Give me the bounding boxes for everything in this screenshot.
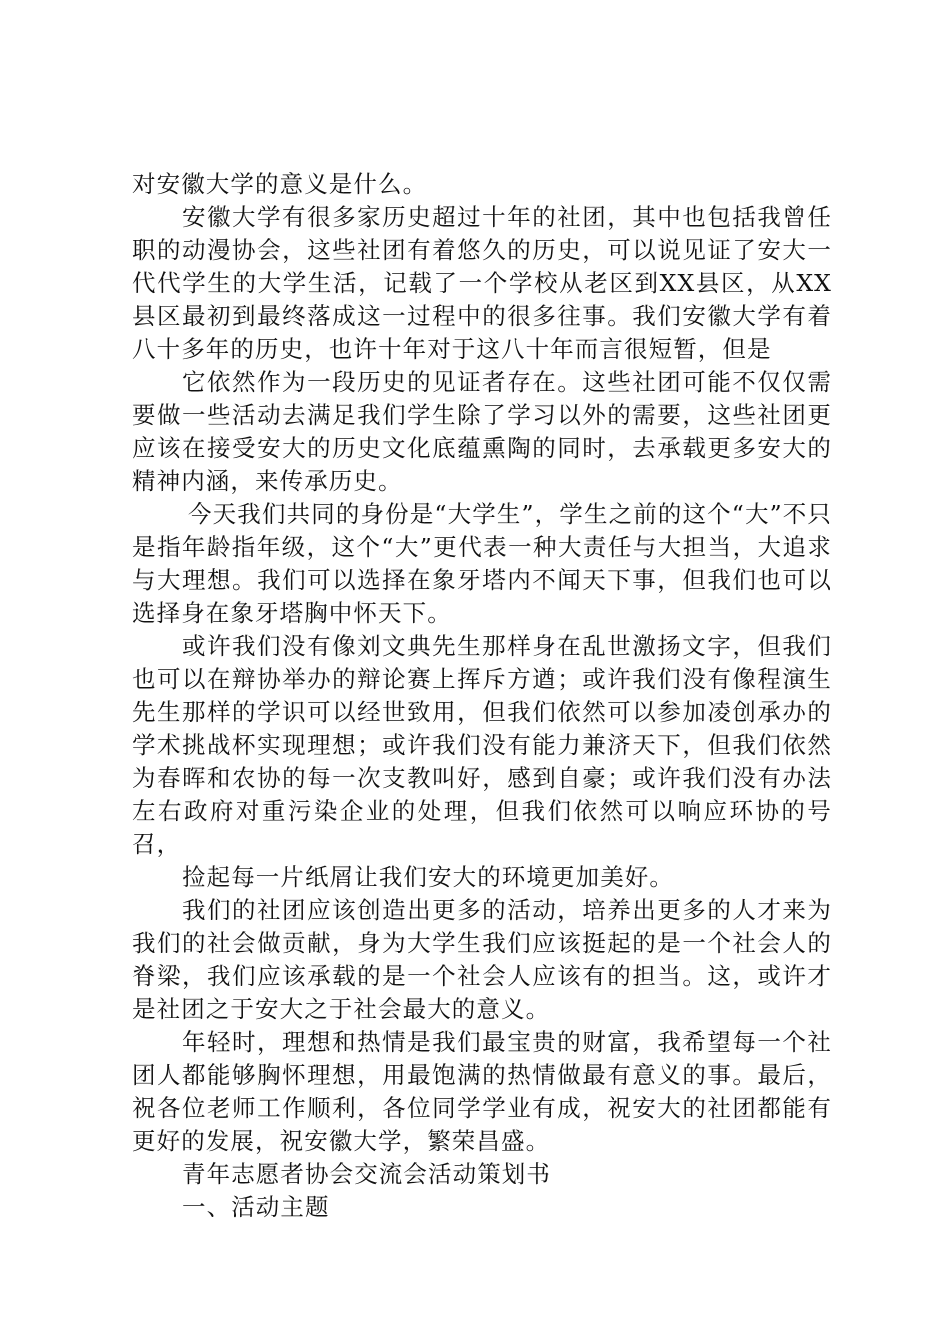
paragraph-historical-witness: 它依然作为一段历史的见证者存在。这些社团可能不仅仅需要做一些活动去满足我们学生除了学习以外的需要，这些社团更应该在接受安大的历史文化底蕴熏陶的同时，去承载更多安大的精神内涵，来传承历史。 (132, 368, 832, 495)
paragraph-club-activities: 我们的社团应该创造出更多的活动，培养出更多的人才来为我们的社会做贡献，身为大学生我们应该挺起的是一个社会人的脊梁，我们应该承载的是一个社会人应该有的担当。这，或许才是社团之于安大之于社会最大的意义。 (132, 896, 832, 1023)
paragraph-pick-up-litter: 捡起每一片纸屑让我们安大的环境更加美好。 (182, 863, 674, 891)
paragraph-closing-wishes: 年轻时，理想和热情是我们最宝贵的财富，我希望每一个社团人都能够胸怀理想，用最饱满的热情做最有意义的事。最后，祝各位老师工作顺利，各位同学学业有成，祝安大的社团都能有更好的发展，祝安徽大学，繁荣昌盛。 (132, 1028, 832, 1155)
document-body (132, 168, 832, 1224)
paragraph-club-history: 安徽大学有很多家历史超过十年的社团，其中也包括我曾任职的动漫协会，这些社团有着悠久的历史，可以说见证了安大一代代学生的大学生活，记载了一个学校从老区到XX县区，从XX县区最初到最终落成这一过程中的很多往事。我们安徽大学有着八十多年的历史，也许十年对于这八十年而言很短暂，但是 (132, 203, 832, 363)
paragraph-perhaps-we: 或许我们没有像刘文典先生那样身在乱世激扬文字，但我们也可以在辩协举办的辩论赛上挥斥方遒；或许我们没有像程演生先生那样的学识可以经世致用，但我们依然可以参加凌创承办的学术挑战杯实现理想；或许我们没有能力兼济天下，但我们依然为春晖和农协的每一次支教叫好，感到自豪；或许我们没有办法左右政府对重污染企业的处理，但我们依然可以响应环协的号召， (132, 632, 832, 858)
section-title-plan: 青年志愿者协会交流会活动策划书 (182, 1160, 551, 1188)
paragraph-continuation: 对安徽大学的意义是什么。 (132, 170, 428, 198)
paragraph-university-student-identity: 今天我们共同的身份是“大学生”，学生之前的这个“大”不只是指年龄指年级，这个“大”更代表一种大责任与大担当，大追求与大理想。我们可以选择在象牙塔内不闻天下事，但我们也可以选择身在象牙塔胸中怀天下。 (132, 500, 832, 627)
section-heading-activity-theme: 一、活动主题 (182, 1193, 330, 1221)
